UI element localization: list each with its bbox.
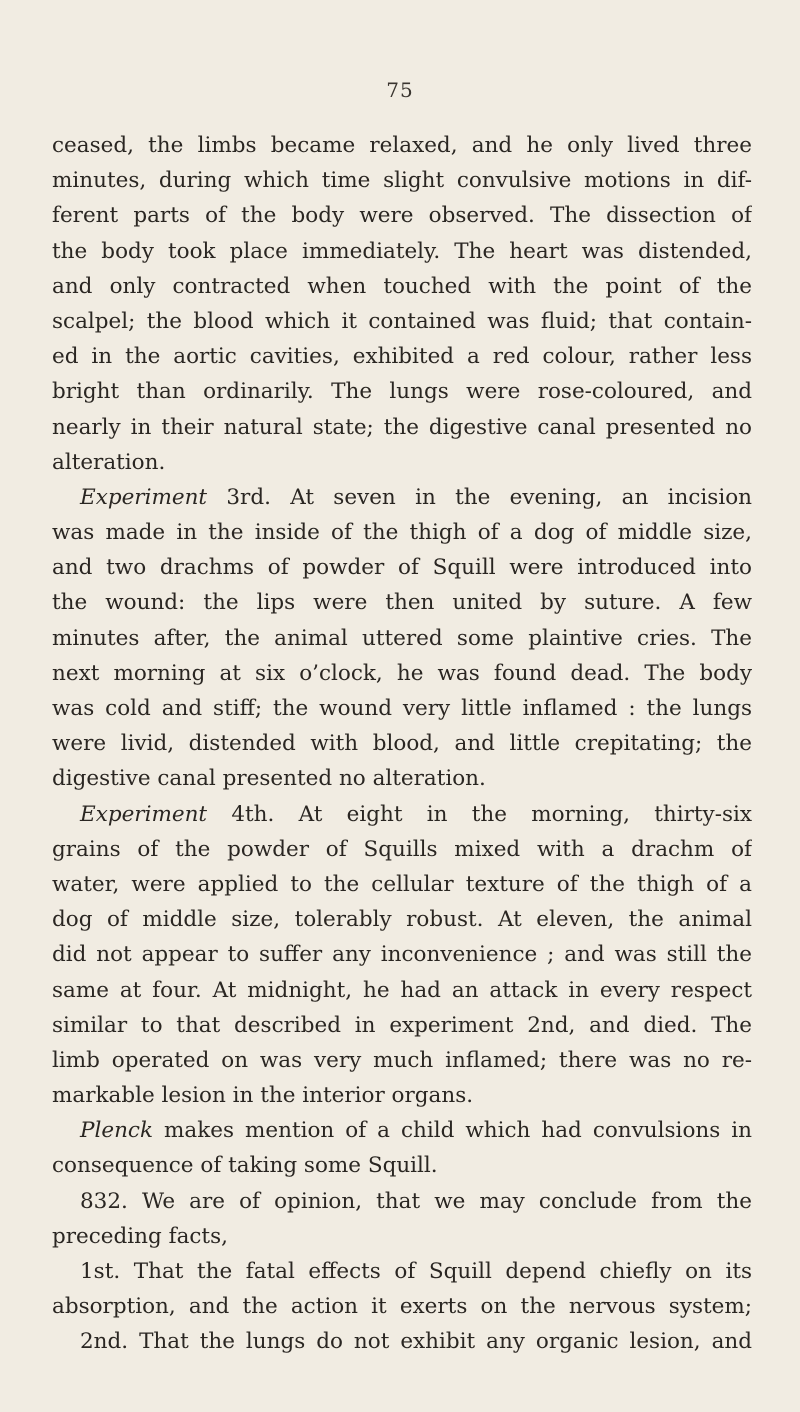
text-line: preceding facts, [52, 1223, 228, 1249]
author-name: Plenck [80, 1118, 153, 1144]
text-line: was made in the inside of the thigh of a dog of middle size, [52, 520, 752, 546]
text-line: ceased, the limbs became relaxed, and he only lived three [52, 133, 752, 158]
text-line: same at four. At midnight, he had an attack in every respect [52, 977, 752, 1003]
text-line: minutes after, the animal uttered some plaintive cries. The [52, 625, 752, 651]
text-line: grains of the powder of Squills mixed with a drachm of [52, 836, 752, 862]
text-line: ferent parts of the body were observed. The dissection of [52, 203, 752, 229]
text-line: the wound: the lips were then united by suture. A few [52, 590, 752, 616]
text-line-rest: 4th. At eight in the morning, thirty-six [207, 801, 752, 827]
text-line: water, were applied to the cellular texture of the thigh of a [52, 871, 752, 897]
text-line: ed in the aortic cavities, exhibited a red colour, rather less [52, 344, 752, 370]
text-line: and two drachms of powder of Squill were introduced into [52, 555, 752, 581]
text-line: were livid, distended with blood, and little crepitating; the [52, 731, 752, 757]
text-line: absorption, and the action it exerts on the nervous system; [52, 1294, 752, 1320]
experiment-label: Experiment [80, 484, 208, 510]
text-line: limb operated on was very much inflamed; there was no re- [52, 1047, 752, 1073]
text-line: bright than ordinarily. The lungs were rose-coloured, and [52, 379, 752, 405]
text-line: scalpel; the blood which it contained was fluid; that contain- [52, 308, 752, 334]
text-line: the body took place immediately. The heart was distended, [52, 238, 752, 264]
text-line-rest: makes mention of a child which had convulsions in [152, 1118, 752, 1144]
text-line: similar to that described in experiment 2nd, and died. The [52, 1012, 752, 1038]
text-line: nearly in their natural state; the digestive canal presented no [52, 414, 752, 440]
plenck-line [52, 1113, 752, 1148]
page-number: 75 [386, 78, 414, 102]
text-line: alteration. [52, 449, 166, 475]
experiment-3-heading-line [52, 480, 752, 515]
text-line-rest: 3rd. At seven in the evening, an incision [207, 484, 752, 510]
text-line: dog of middle size, tolerably robust. At eleven, the animal [52, 907, 752, 933]
text-line: consequence of taking some Squill. [52, 1153, 438, 1179]
experiment-label: Experiment [80, 801, 208, 827]
conclusion-2-line: 2nd. That the lungs do not exhibit any organic lesion, and [80, 1329, 752, 1355]
paragraph-832-line: 832. We are of opinion, that we may conclude from the [80, 1188, 752, 1214]
text-line: next morning at six o’clock, he was found dead. The body [52, 660, 752, 686]
text-line: markable lesion in the interior organs. [52, 1083, 474, 1109]
conclusion-1-line: 1st. That the fatal effects of Squill depend chiefly on its [80, 1259, 752, 1284]
experiment-4-heading-line [52, 797, 752, 832]
text-line: did not appear to suffer any inconvenience ; and was still the [52, 942, 752, 968]
text-line: and only contracted when touched with the point of the [52, 273, 752, 299]
text-line: digestive canal presented no alteration. [52, 766, 486, 792]
text-line: minutes, during which time slight convulsive motions in dif- [52, 168, 752, 194]
body-text [52, 128, 752, 1360]
text-line: was cold and stiff; the wound very little inflamed : the lungs [52, 696, 752, 721]
